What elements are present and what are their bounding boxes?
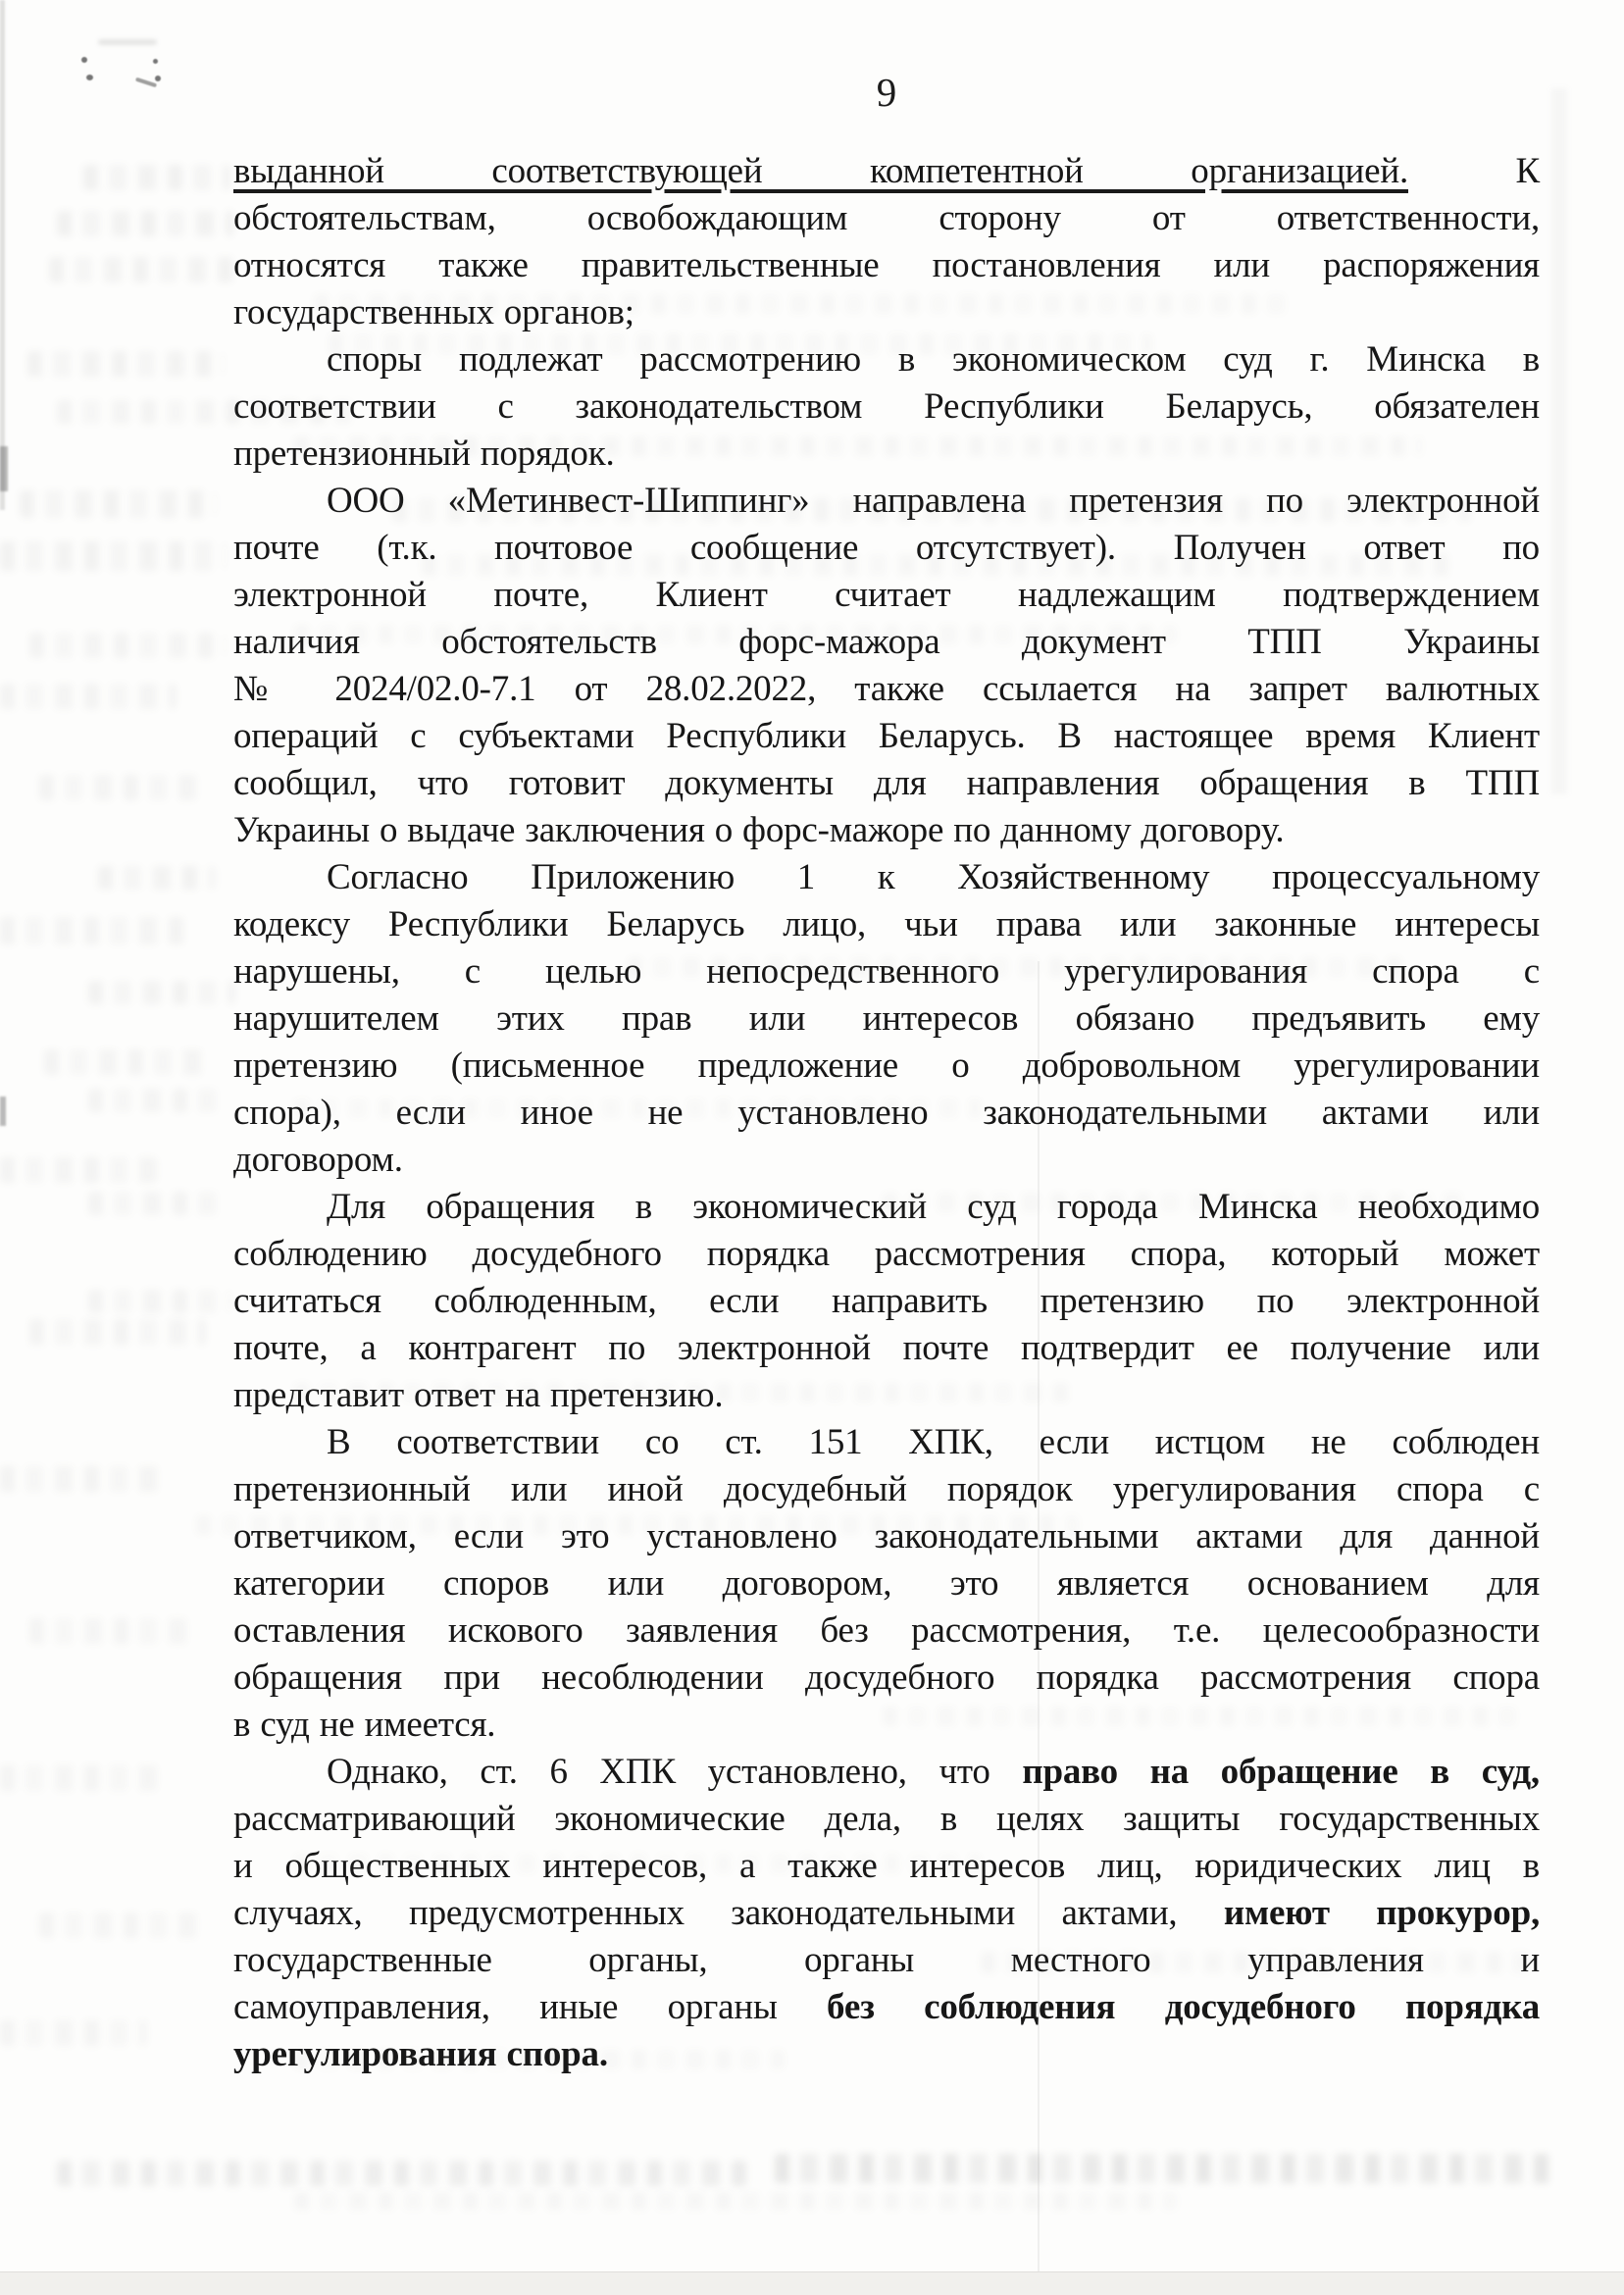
text-segment: считаться соблюденным, если направить претензию по электронной (233, 1281, 1540, 1321)
text-segment: Однако, ст. 6 ХПК установлено, что (327, 1752, 1023, 1792)
bleed-through-artifact (98, 866, 216, 890)
text-segment: относятся также правительственные постановления или распоряжения (233, 245, 1540, 285)
text-segment: ответчиком, если это установлено законодательными актами для данной (233, 1516, 1540, 1556)
text-line (233, 431, 1540, 478)
text-line (233, 148, 1540, 195)
paragraph (233, 1749, 1540, 2078)
text-segment: случаях, предусмотренных законодательными актами, (233, 1893, 1224, 1933)
text-segment: претензию (письменное предложение о добровольном урегулировании (233, 1046, 1540, 1086)
ink-speck (135, 77, 157, 88)
page-number: 9 (876, 70, 897, 115)
text-line (233, 383, 1540, 431)
text-line (233, 572, 1540, 619)
text-line (233, 1419, 1540, 1466)
scan-streak-artifact (1551, 88, 1567, 794)
text-line (233, 1749, 1540, 1796)
text-segment: оставления искового заявления без рассмотрения, т.е. целесообразности (233, 1610, 1540, 1651)
text-segment: ООО «Метинвест-Шиппинг» направлена претензия по электронной (327, 481, 1540, 521)
bleed-through-artifact (57, 211, 233, 236)
text-segment: самоуправления, иные органы (233, 1987, 828, 2027)
text-segment: операций с субъектами Республики Беларусь. В настоящее время Клиент (233, 716, 1540, 756)
text-block (233, 148, 1540, 2078)
text-segment: Согласно Приложению 1 к Хозяйственному процессуальному (327, 857, 1540, 897)
text-segment: соблюдению досудебного порядка рассмотрения спора, который может (233, 1234, 1540, 1274)
text-line (233, 289, 1540, 336)
text-line (233, 1372, 1540, 1419)
text-line (233, 995, 1540, 1043)
bleed-through-artifact (0, 917, 186, 944)
text-segment: рассматривающий экономические дела, в целях защиты государственных (233, 1799, 1540, 1839)
text-segment: представит ответ на претензию. (233, 1375, 724, 1415)
bleed-through-artifact (88, 1089, 226, 1112)
text-line (233, 854, 1540, 901)
text-segment: договором. (233, 1140, 403, 1180)
text-line (233, 713, 1540, 760)
paragraph (233, 478, 1540, 854)
bold-text: урегулирования спора. (233, 2034, 608, 2074)
text-segment: претензионный порядок. (233, 434, 615, 474)
text-line (233, 1325, 1540, 1372)
bleed-through-artifact (88, 1192, 226, 1215)
text-segment: наличия обстоятельств форс-мажора документ ТПП Украины (233, 622, 1540, 662)
scan-edge-artifact (0, 446, 8, 491)
bleed-through-artifact (27, 351, 224, 377)
text-segment: споры подлежат рассмотрению в экономическом суд г. Минска в (327, 339, 1540, 380)
text-line (233, 1137, 1540, 1184)
text-segment: обстоятельствам, освобождающим сторону от ответственности, (233, 198, 1540, 238)
bleed-through-artifact (39, 775, 206, 800)
paragraph (233, 336, 1540, 478)
ink-speck (86, 75, 93, 80)
ink-speck (153, 59, 158, 64)
paragraph (233, 1419, 1540, 1749)
text-segment: спора), если иное не установлено законодательными актами или (233, 1093, 1540, 1133)
text-segment: государственных органов; (233, 292, 634, 332)
text-line (233, 1890, 1540, 1937)
text-segment: К (1408, 151, 1540, 191)
paragraph (233, 148, 1540, 336)
text-line (233, 336, 1540, 383)
text-line (233, 1184, 1540, 1231)
text-segment: нарушены, с целью непосредственного урегулирования спора с (233, 951, 1540, 992)
text-line (233, 1702, 1540, 1749)
text-line (233, 901, 1540, 948)
text-segment: соответствии с законодательством Республики Беларусь, обязателен (233, 386, 1540, 427)
text-line (233, 525, 1540, 572)
paragraph (233, 854, 1540, 1184)
bleed-through-artifact (88, 1290, 230, 1313)
ink-speck (155, 76, 161, 81)
text-segment: № 2024/02.0-7.1 от 28.02.2022, также ссылается на запрет валютных (233, 669, 1540, 709)
text-line (233, 242, 1540, 289)
text-line (233, 1607, 1540, 1655)
text-line (233, 1513, 1540, 1560)
text-segment: электронной почте, Клиент считает надлежащим подтверждением (233, 575, 1540, 615)
text-line (233, 1231, 1540, 1278)
bleed-through-artifact (44, 1049, 211, 1075)
ink-speck (98, 39, 157, 45)
bleed-through-artifact (775, 2154, 1554, 2183)
scan-edge-artifact (0, 0, 5, 510)
bleed-through-artifact (0, 2020, 147, 2046)
bleed-through-artifact (83, 165, 230, 190)
bleed-through-artifact (57, 2161, 753, 2186)
scan-bottom-edge (0, 2271, 1624, 2295)
text-segment: в суд не имеется. (233, 1705, 496, 1745)
bold-text: без соблюдения досудебного порядка (827, 1987, 1541, 2027)
bleed-through-artifact (29, 633, 226, 658)
text-line (233, 1278, 1540, 1325)
bleed-through-artifact (0, 1466, 167, 1492)
text-line (233, 1796, 1540, 1843)
bold-text: имеют прокурор, (1223, 1893, 1540, 1933)
text-line (233, 478, 1540, 525)
text-segment: Украины о выдаче заключения о форс-мажоре по данному договору. (233, 810, 1285, 850)
text-line (233, 1843, 1540, 1890)
scan-edge-artifact (0, 1096, 6, 1126)
bleed-through-artifact (88, 981, 235, 1004)
text-line (233, 1560, 1540, 1607)
text-segment: категории споров или договором, это является основанием для (233, 1563, 1540, 1604)
bleed-through-artifact (0, 541, 226, 571)
text-segment: сообщил, что готовит документы для направления обращения в ТПП (233, 763, 1540, 803)
text-line (233, 1984, 1540, 2031)
text-line (233, 1090, 1540, 1137)
ink-speck (81, 57, 87, 63)
bleed-through-artifact (49, 257, 235, 282)
text-line (233, 195, 1540, 242)
bleed-through-artifact (29, 1319, 206, 1345)
bleed-through-artifact (39, 1912, 206, 1938)
text-segment: кодексу Республики Беларусь лицо, чьи права или законные интересы (233, 904, 1540, 944)
text-segment: претензионный или иной досудебный порядок урегулирования спора с (233, 1469, 1540, 1509)
bleed-through-artifact (0, 684, 177, 709)
text-segment: В соответствии со ст. 151 ХПК, если истцом не соблюден (327, 1422, 1540, 1462)
text-segment: почте, а контрагент по электронной почте подтвердит ее получение или (233, 1328, 1540, 1368)
text-line (233, 807, 1540, 854)
bold-text: право на обращение в суд, (1022, 1752, 1540, 1792)
bleed-through-artifact (0, 1765, 157, 1791)
text-segment: государственные органы, органы местного управления и (233, 1940, 1540, 1980)
bleed-through-artifact (20, 490, 216, 518)
text-segment: почте (т.к. почтовое сообщение отсутствует). Получен ответ по (233, 528, 1540, 568)
bleed-through-artifact (0, 1157, 157, 1183)
text-segment: Для обращения в экономический суд города Минска необходимо (327, 1187, 1540, 1227)
text-segment: обращения при несоблюдении досудебного порядка рассмотрения спора (233, 1658, 1540, 1698)
text-line (233, 1043, 1540, 1090)
text-segment: нарушителем этих прав или интересов обязано предъявить ему (233, 998, 1540, 1039)
text-line (233, 619, 1540, 666)
text-line (233, 760, 1540, 807)
text-segment: и общественных интересов, а также интересов лиц, юридических лиц в (233, 1846, 1540, 1886)
text-line (233, 666, 1540, 713)
text-line (233, 1937, 1540, 1984)
bleed-through-artifact (294, 2192, 1177, 2210)
underlined-text: выданной соответствующей компетентной организацией. (233, 151, 1408, 191)
text-line (233, 1466, 1540, 1513)
paragraph (233, 1184, 1540, 1419)
text-line (233, 2031, 1540, 2078)
text-line (233, 948, 1540, 995)
bleed-through-artifact (29, 1618, 196, 1644)
text-line (233, 1655, 1540, 1702)
